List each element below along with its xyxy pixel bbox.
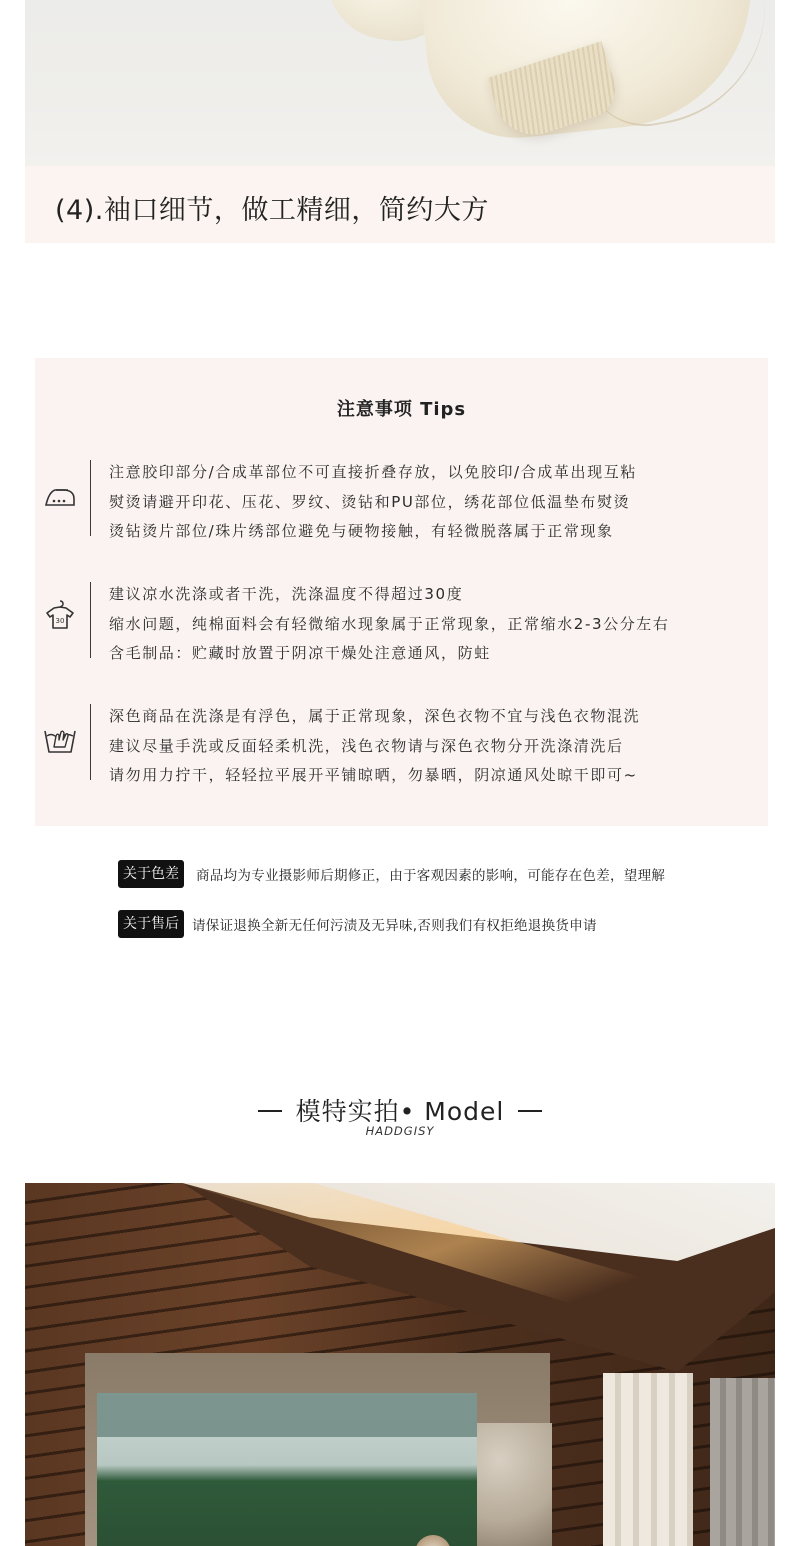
tip-row-washing (35, 582, 768, 672)
aftersale-notice-tag: 关于售后 (118, 910, 184, 938)
model-room-photo (25, 1183, 775, 1546)
sleeve-detail-photo (25, 0, 775, 166)
model-section-title: 模特实拍• Model (295, 1097, 505, 1126)
aftersale-notice (118, 910, 597, 938)
model-section-heading (0, 1092, 800, 1128)
detail-caption: (4).袖口细节，做工精细，简约大方 (55, 195, 489, 226)
detail-caption-bar (25, 166, 775, 243)
tip-line: 建议凉水洗涤或者干洗，洗涤温度不得超过30度 (109, 585, 464, 603)
tip-line: 含毛制品：贮藏时放置于阴凉干燥处注意通风，防蛀 (109, 644, 491, 662)
tip-line: 缩水问题，纯棉面料会有轻微缩水现象属于正常现象，正常缩水2-3公分左右 (109, 614, 670, 633)
tip-row-ironing (35, 460, 768, 550)
svg-text:30: 30 (55, 617, 65, 625)
aftersale-notice-text: 请保证退换全新无任何污渍及无异味,否则我们有权拒绝退换货申请 (192, 918, 597, 934)
color-notice (118, 860, 665, 888)
color-notice-text: 商品均为专业摄影师后期修正，由于客观因素的影响，可能存在色差，望理解 (196, 868, 666, 884)
heading-dash-left (258, 1110, 282, 1112)
hand-wash-icon (43, 722, 77, 756)
tips-title: 注意事项 Tips (336, 399, 467, 420)
tip-line: 建议尽量手洗或反面轻柔机洗，浅色衣物请与深色衣物分开洗涤清洗后 (109, 736, 624, 755)
tip-divider (90, 582, 91, 658)
model-section-subtitle: HADDGISY (365, 1124, 435, 1138)
color-notice-tag: 关于色差 (118, 860, 184, 888)
tip-line: 注意胶印部分/合成革部位不可直接折叠存放，以免胶印/合成革出现互粘 (109, 463, 637, 481)
tip-divider (90, 460, 91, 536)
tip-line: 深色商品在洗涤是有浮色，属于正常现象，深色衣物不宜与浅色衣物混洗 (109, 707, 641, 725)
tip-divider (90, 704, 91, 780)
tip-line: 熨烫请避开印花、压花、罗纹、烫钻和PU部位，绣花部位低温垫布熨烫 (109, 492, 631, 511)
hanging-shirt-icon (43, 597, 77, 631)
iron-icon (43, 480, 77, 514)
heading-dash-right (518, 1110, 542, 1112)
care-tips-panel (35, 358, 768, 826)
tip-line: 请勿用力拧干，轻轻拉平展开平铺晾晒，勿暴晒，阴凉通风处晾干即可~ (109, 766, 638, 784)
tip-line: 烫钻烫片部位/珠片绣部位避免与硬物接触，有轻微脱落属于正常现象 (109, 522, 614, 540)
tip-row-colour (35, 704, 768, 794)
